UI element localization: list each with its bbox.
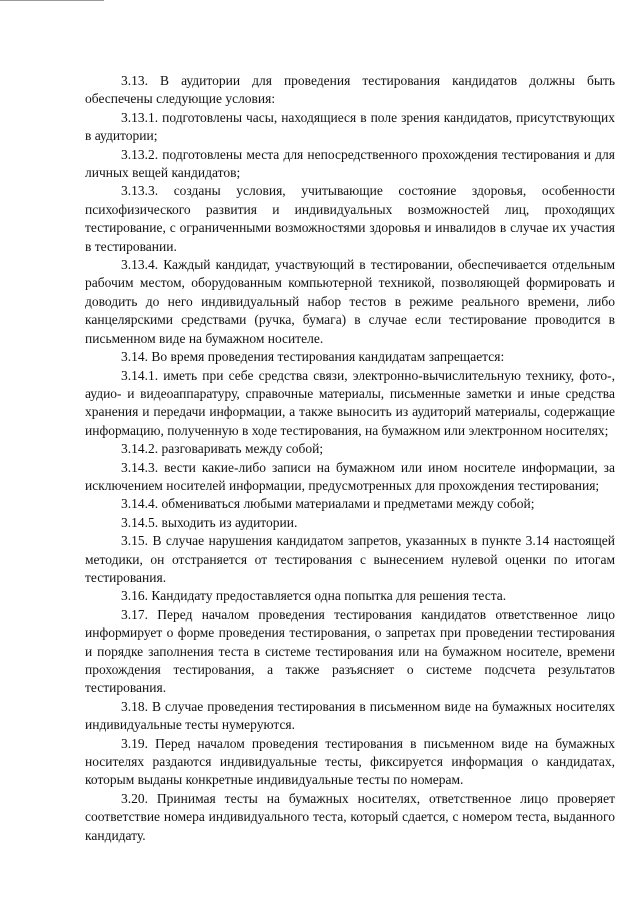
paragraph-3-14-2: 3.14.2. разговаривать между собой; <box>121 441 324 457</box>
paragraph-3-13-1: 3.13.1. подготовлены часы, находящиеся в поле зрения кандидатов, присутствующих в аудитории; <box>85 109 615 144</box>
paragraph-3-20: 3.20. Принимая тесты на бумажных носителях, ответственное лицо проверяет соответствие номера индивидуального теста, который сдается, с номером теста, выданного кандидату. <box>85 790 615 843</box>
paragraph-3-17: 3.17. Перед началом проведения тестирования кандидатов ответственное лицо информирует о форме проведения тестирования, о запретах при проведении тестирования и порядке заполнения теста в системе тестирования или на бумажном носителе, времени прохождения тестирования, а также разъясняет о системе подсчета результатов тестирования. <box>85 606 615 696</box>
paragraph-3-13-4: 3.13.4. Каждый кандидат, участвующий в тестировании, обеспечивается отдельным рабочим местом, оборудованным компьютерной техникой, позволяющей формировать и доводить до него индивидуальный набор тестов в режиме реального времени, либо канцелярскими средствами (ручка, бумага) в случае если тестирование проводится в письменном виде на бумажном носителе. <box>85 257 615 346</box>
paragraph-3-18: 3.18. В случае проведения тестирования в письменном виде на бумажных носителях индивидуальные тесты нумеруются. <box>85 698 615 733</box>
paragraph-3-16: 3.16. Кандидату предоставляется одна попытка для решения теста. <box>121 588 507 604</box>
paragraph-3-14-1: 3.14.1. иметь при себе средства связи, электронно-вычислительную технику, фото-, аудио- и видеоаппаратуру, справочные материалы, письменные заметки и иные средства хранения и передачи информации, а также выносить из аудиторий материалы, содержащие информацию, полученную в ходе тестирования, на бумажном или электронном носителях; <box>85 367 615 438</box>
paragraph-3-14: 3.14. Во время проведения тестирования кандидатам запрещается: <box>121 349 505 365</box>
paragraph-3-14-5: 3.14.5. выходить из аудитории. <box>121 514 298 530</box>
document-body <box>85 72 615 845</box>
paragraph-3-19: 3.19. Перед началом проведения тестирования в письменном виде на бумажных носителях раздаются индивидуальные тесты, фиксируется информация о кандидатах, которым выданы конкретные индивидуальные тесты по номерам. <box>85 735 615 788</box>
paragraph-3-14-3: 3.14.3. вести какие-либо записи на бумажном или ином носителе информации, за исключением носителей информации, предусмотренных для прохождения тестирования; <box>85 459 615 493</box>
paragraph-3-13: 3.13. В аудитории для проведения тестирования кандидатов должны быть обеспечены следующие условия: <box>85 73 615 107</box>
paragraph-3-13-2: 3.13.2. подготовлены места для непосредственного прохождения тестирования и для личных вещей кандидатов; <box>85 146 615 181</box>
paragraph-3-13-3: 3.13.3. созданы условия, учитывающие состояние здоровья, особенности психофизического развития и индивидуальных возможностей лиц, проходящих тестирование, с ограниченными возможностями здоровья и инвалидов в случае их участия в тестировании. <box>85 183 615 254</box>
paragraph-3-14-4: 3.14.4. обмениваться любыми материалами и предметами между собой; <box>121 496 535 512</box>
scan-edge-line <box>0 0 104 3</box>
paragraph-3-15: 3.15. В случае нарушения кандидатом запретов, указанных в пункте 3.14 настоящей методики, он отстраняется от тестирования с вынесением нулевой оценки по итогам тестирования. <box>85 533 615 585</box>
